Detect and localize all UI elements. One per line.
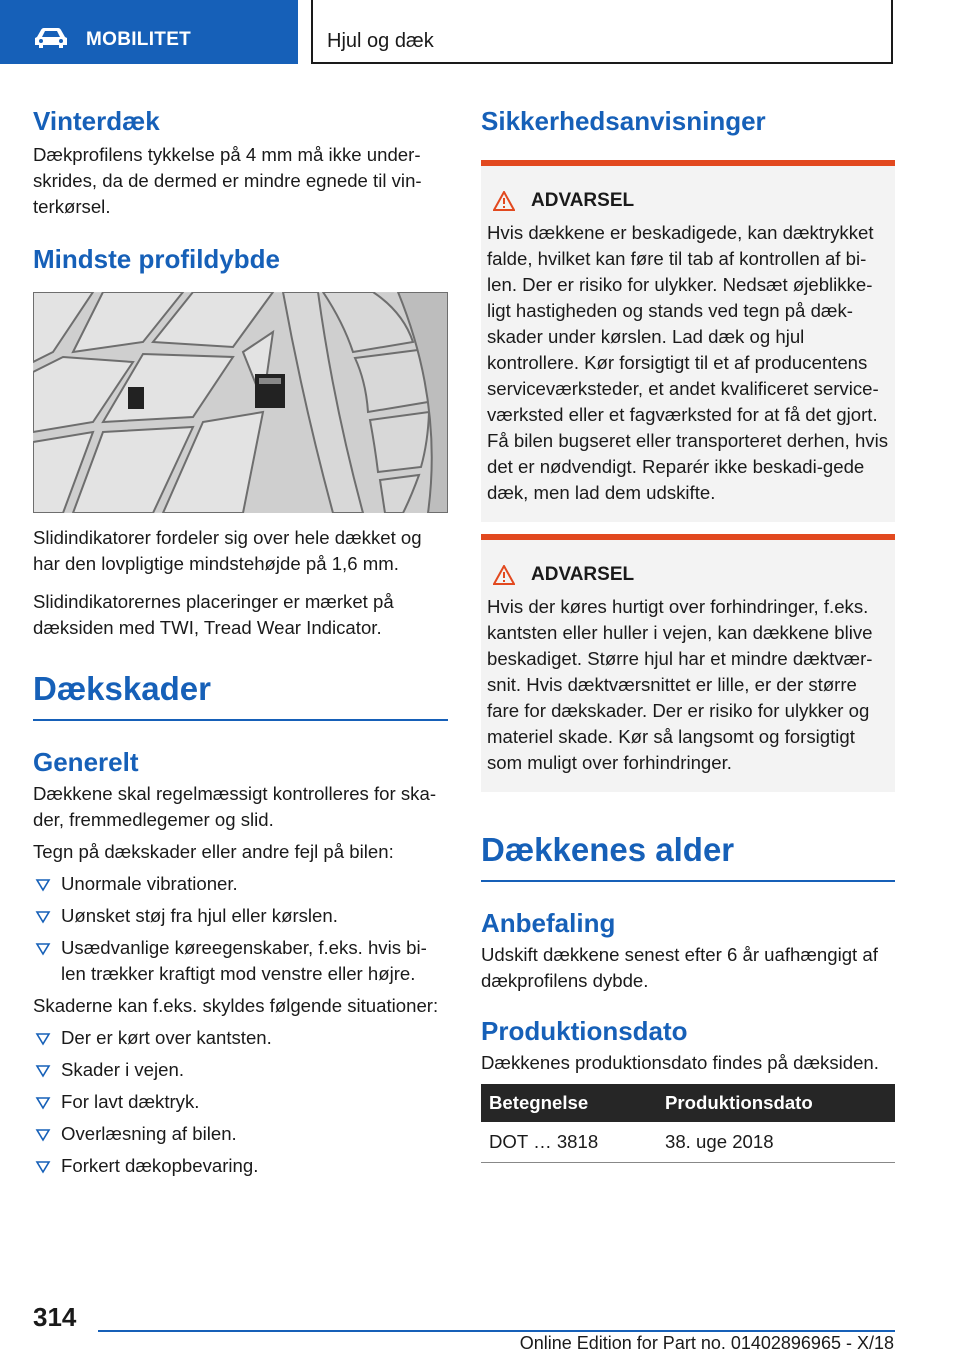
warning-text: Hvis dækkene er beskadigede, kan dæktrykket falde, hvilket kan føre til tab af kontrollen af bi-len. Der er risiko for ulykker. Nedsæt øjeblikke-ligt hastigheden og stands ved tegn på dæk-skader under kørslen. Lad dæk og hjul kontrollere. Kør forsigtigt til et af producentens serviceværksteder, et andet kvalificeret service-værksted eller et fagværksted for at få det gjort. Få bilen bugseret eller transporteret derhen, hvis det er nødvendigt. Reparér ikke beskadi-gede dæk, men lad dem udskifte. <box>487 222 889 503</box>
footer-rule <box>98 1330 895 1332</box>
triangle-bullet-icon <box>33 1057 53 1083</box>
table-cell: 38. uge 2018 <box>657 1122 895 1163</box>
triangle-bullet-icon <box>33 935 53 961</box>
warning-box-1 <box>481 160 895 522</box>
warning-title: ADVARSEL <box>531 190 635 211</box>
list-item: Skader i vejen. <box>33 1057 448 1083</box>
triangle-bullet-icon <box>33 903 53 929</box>
heading-anbefaling: Anbefaling <box>481 908 616 938</box>
tire-tread-illustration <box>33 292 448 513</box>
triangle-bullet-icon <box>33 1121 53 1147</box>
list-item: Unormale vibrationer. <box>33 871 448 897</box>
chapter-header <box>311 0 893 64</box>
footer-edition: Online Edition for Part no. 01402896965 - X/18 <box>519 1333 894 1353</box>
heading-daekskader: Dækskader <box>33 670 211 707</box>
heading-rule <box>481 880 895 882</box>
triangle-bullet-icon <box>33 1089 53 1115</box>
text-produktionsdato: Dækkenes produktionsdato findes på dæksiden. <box>481 1052 879 1073</box>
table-cell: DOT … 3818 <box>481 1122 657 1163</box>
text-generelt-1: Dækkene skal regelmæssigt kontrolleres for ska-der, fremmedlegemer og slid. <box>33 783 437 830</box>
heading-sikkerhedsanvisninger: Sikkerhedsanvisninger <box>481 106 766 136</box>
triangle-bullet-icon <box>33 871 53 897</box>
triangle-bullet-icon <box>33 1153 53 1179</box>
left-column <box>33 100 448 1185</box>
warning-triangle-icon <box>493 191 515 211</box>
warning-title: ADVARSEL <box>531 564 635 585</box>
text-slidindikator-placering: Slidindikatorernes placeringer er mærket på dæksiden med TWI, Tread Wear Indicator. <box>33 591 394 638</box>
table-header-row <box>481 1084 895 1122</box>
text-generelt-3: Skaderne kan f.eks. skyldes følgende situationer: <box>33 995 439 1016</box>
list-aarsager <box>33 1025 448 1179</box>
column-header: Produktionsdato <box>657 1084 895 1122</box>
list-item: Usædvanlige køreegenskaber, f.eks. hvis bi-len trækker kraftigt mod venstre eller højre. <box>33 935 448 987</box>
column-header: Betegnelse <box>481 1084 657 1122</box>
right-column <box>481 100 895 1163</box>
section-label: MOBILITET <box>86 29 192 50</box>
triangle-bullet-icon <box>33 1025 53 1051</box>
warning-box-2 <box>481 534 895 792</box>
chapter-title: Hjul og dæk <box>327 30 434 52</box>
warning-triangle-icon <box>493 565 515 585</box>
text-generelt-2: Tegn på dækskader eller andre fejl på bilen: <box>33 841 394 862</box>
heading-vinterdaek: Vinterdæk <box>33 106 160 136</box>
heading-rule <box>33 719 448 721</box>
section-tab <box>0 0 298 64</box>
heading-produktionsdato: Produktionsdato <box>481 1016 688 1046</box>
list-tegn-paa-skader <box>33 871 448 987</box>
car-icon <box>34 27 68 49</box>
table-row <box>481 1122 895 1163</box>
text-anbefaling: Udskift dækkene senest efter 6 år uafhængigt af dækprofilens dybde. <box>481 944 878 991</box>
warning-text: Hvis der køres hurtigt over forhindringer, f.eks. kantsten eller huller i vejen, kan dækkene blive beskadiget. Større hjul har et mindre dæktvær-snit. Hvis dæktværsnittet er lille, er der større fare for dækskader. Der er risiko for ulykker og materiel skade. Kør så langsomt og forsigtigt som muligt over forhindringer. <box>487 596 873 773</box>
heading-daekkenes-alder: Dækkenes alder <box>481 831 735 868</box>
text-vinterdaek: Dækprofilens tykkelse på 4 mm må ikke under-skrides, da de dermed er mindre egnede til vin-terkørsel. <box>33 144 422 217</box>
list-item: For lavt dæktryk. <box>33 1089 448 1115</box>
heading-generelt: Generelt <box>33 747 139 777</box>
list-item: Der er kørt over kantsten. <box>33 1025 448 1051</box>
list-item: Uønsket støj fra hjul eller kørslen. <box>33 903 448 929</box>
list-item: Overlæsning af bilen. <box>33 1121 448 1147</box>
heading-mindste-profildybde: Mindste profildybde <box>33 244 280 274</box>
list-item: Forkert dækopbevaring. <box>33 1153 448 1179</box>
page-number: 314 <box>33 1302 77 1332</box>
text-slidindikatorer: Slidindikatorer fordeler sig over hele dækket og har den lovpligtige mindstehøjde på 1,6 mm. <box>33 527 422 574</box>
production-date-table <box>481 1084 895 1163</box>
